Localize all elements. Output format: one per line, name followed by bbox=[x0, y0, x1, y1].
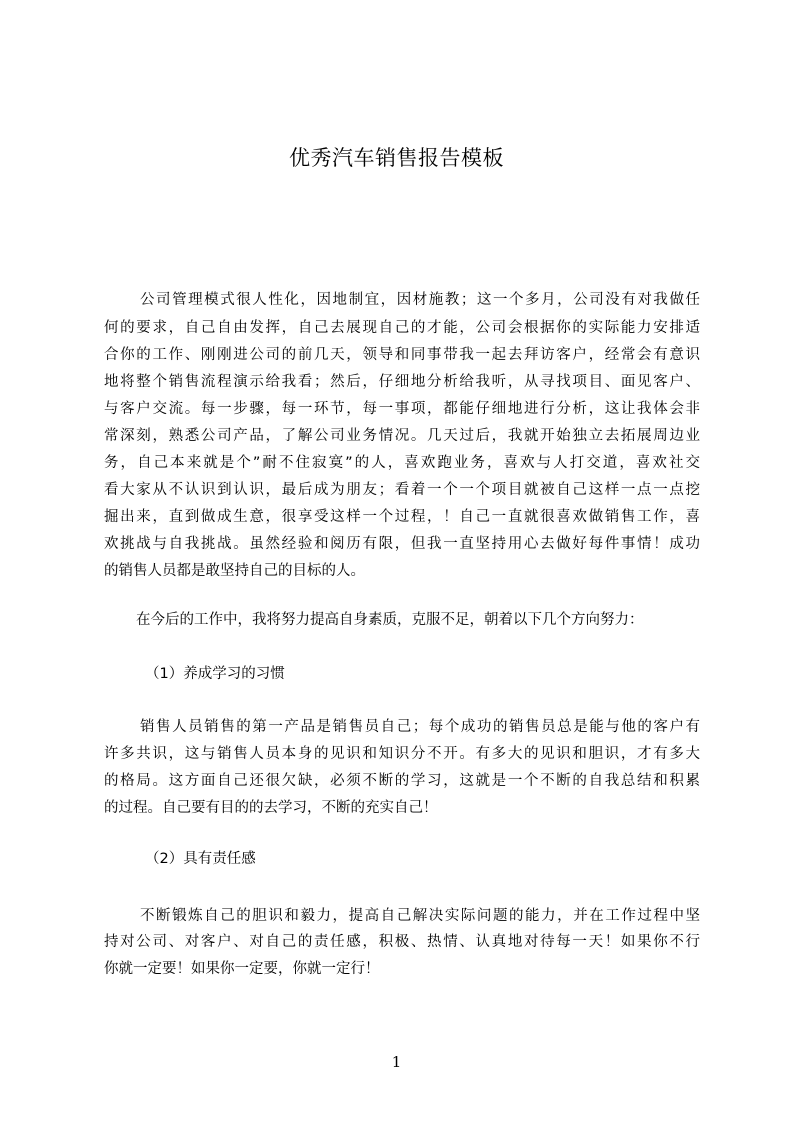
paragraph-line: 看大家从不认识到认识，最后成为朋友；看着一个一个项目就被自己这样一点一点挖 bbox=[104, 482, 700, 498]
paragraph-line: 欢挑战与自我挑战。虽然经验和阅历有限，但我一直坚持用心去做好每件事情！成功 bbox=[104, 536, 700, 552]
paragraph-line: 掘出来，直到做成生意，很享受这样一个过程，！自己一直就很喜欢做销售工作，喜 bbox=[104, 509, 700, 525]
paragraph-line: 你就一定要！如果你一定要，你就一定行！ bbox=[104, 961, 380, 977]
paragraph-intro: 在今后的工作中，我将努力提高自身素质，克服不足，朝着以下几个方向努力： bbox=[136, 612, 644, 628]
document-title: 优秀汽车销售报告模板 bbox=[289, 146, 504, 170]
paragraph-line: 的过程。自己要有目的的去学习，不断的充实自己！ bbox=[104, 800, 438, 816]
paragraph-line: 许多共识，这与销售人员本身的见识和知识分不开。有多大的见识和胆识，才有多大 bbox=[104, 746, 700, 762]
paragraph-line: 地将整个销售流程演示给我看；然后，仔细地分析给我听，从寻找项目、面见客户、 bbox=[104, 374, 700, 390]
paragraph-line: 的销售人员都是敢坚持自己的目标的人。 bbox=[104, 563, 365, 579]
paragraph-line: 不断锻炼自己的胆识和毅力，提高自己解决实际问题的能力，并在工作过程中坚 bbox=[140, 908, 700, 924]
paragraph-line: 合你的工作、刚刚进公司的前几天，领导和同事带我一起去拜访客户，经常会有意识 bbox=[104, 347, 700, 363]
paragraph-line: 何的要求，自己自由发挥，自己去展现自己的才能，公司会根据你的实际能力安排适 bbox=[104, 320, 700, 336]
paragraph-line: 常深刻，熟悉公司产品，了解公司业务情况。几天过后，我就开始独立去拓展周边业 bbox=[104, 428, 700, 444]
paragraph-line: 持对公司、对客户、对自己的责任感，积极、热情、认真地对待每一天！如果你不行 bbox=[104, 934, 700, 950]
paragraph-line: 务，自己本来就是个”耐不住寂寞”的人，喜欢跑业务，喜欢与人打交道，喜欢社交 bbox=[104, 455, 700, 471]
section-heading: （1）养成学习的习惯 bbox=[145, 666, 285, 682]
paragraph-line: 公司管理模式很人性化，因地制宜，因材施教；这一个多月，公司没有对我做任 bbox=[140, 292, 700, 308]
page-number: 1 bbox=[391, 1053, 402, 1071]
paragraph-line: 的格局。这方面自己还很欠缺，必须不断的学习，这就是一个不断的自我总结和积累 bbox=[104, 773, 700, 789]
section-heading: （2）具有责任感 bbox=[145, 851, 256, 867]
paragraph-line: 与客户交流。每一步骤，每一环节，每一事项，都能仔细地进行分析，这让我体会非 bbox=[104, 401, 700, 417]
paragraph-line: 销售人员销售的第一产品是销售员自己；每个成功的销售员总是能与他的客户有 bbox=[140, 719, 700, 735]
